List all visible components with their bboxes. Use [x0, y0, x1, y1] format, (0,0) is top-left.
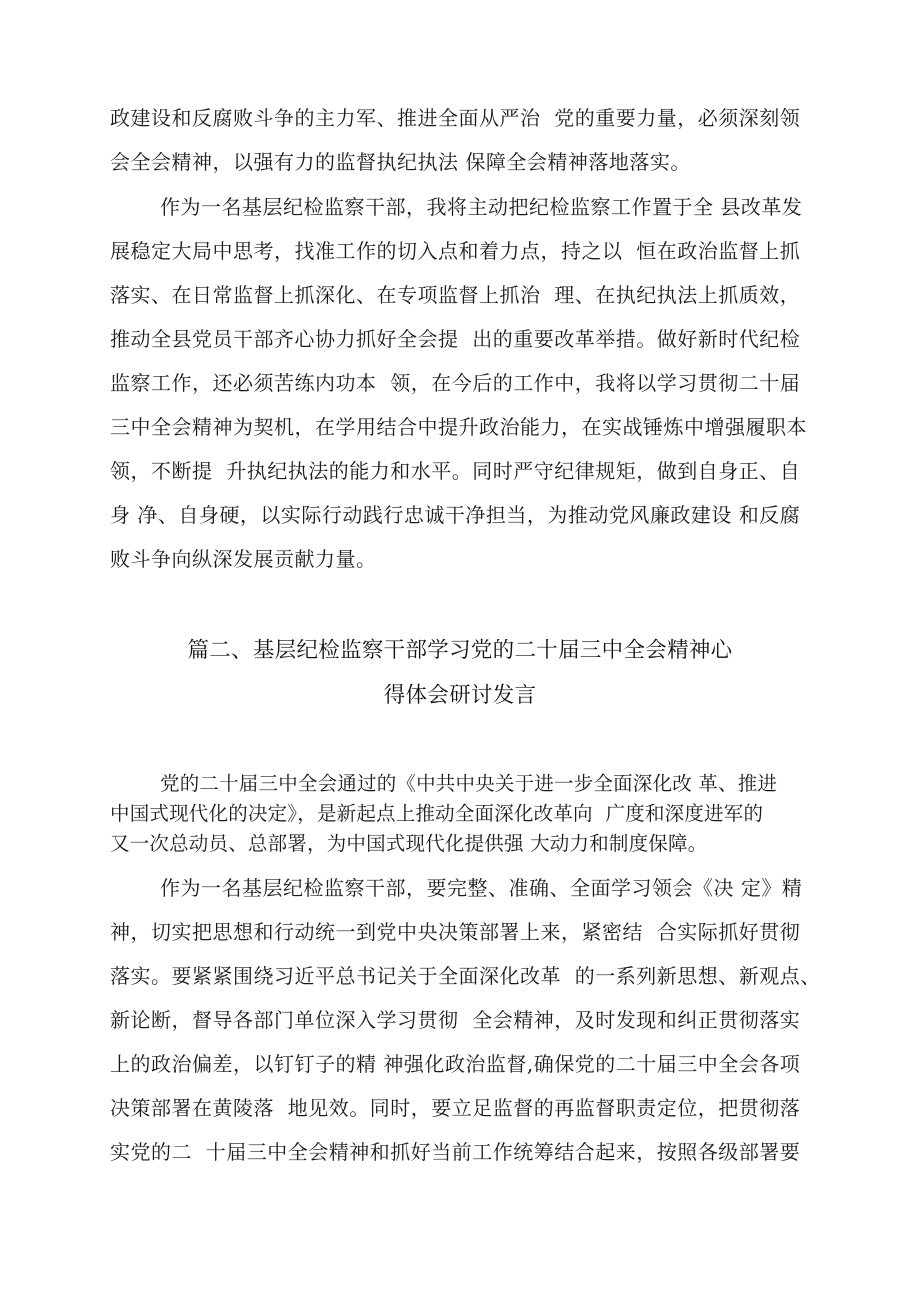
text-line: 三中全会精神为契机，在学用结合中提升政治能力，在实战锤炼中增强履职本 — [110, 415, 807, 439]
text-line: 党的二十届三中全会通过的《中共中央关于进一步全面深化改 革、推进 — [160, 772, 778, 795]
text-line: 作为一名基层纪检监察干部，要完整、准确、全面学习领会《决 定》精 — [160, 876, 803, 900]
text-line: 败斗争向纵深发展贡献力量。 — [110, 547, 377, 571]
text-line: 上的政治偏差，以钉钉子的精 神强化政治监督,确保党的二十届三中全会各项 — [110, 1052, 801, 1076]
text-line: 又一次总动员、总部署，为中国式现代化提供强 大动力和制度保障。 — [110, 832, 708, 855]
text-line: 展稳定大局中思考，找准工作的切入点和着力点，持之以 恒在政治监督上抓 — [110, 239, 801, 263]
text-line: 政建设和反腐败斗争的主力军、推进全面从严治 党的重要力量，必须深刻领 — [110, 106, 801, 130]
text-line: 新论断，督导各部门单位深入学习贯彻 全会精神，及时发现和纠正贯彻落实 — [110, 1008, 801, 1032]
text-line: 推动全县党员干部齐心协力抓好全会提 出的重要改革举措。做好新时代纪检 — [110, 327, 801, 351]
section-title-line-1: 篇二、基层纪检监察干部学习党的二十届三中全会精神心 — [187, 638, 733, 663]
text-line: 决策部署在黄陵落 地见效。同时，要立足监督的再监督职责定位，把贯彻落 — [110, 1096, 801, 1120]
text-line: 神，切实把思想和行动统一到党中央决策部署上来，紧密结 合实际抓好贯彻 — [110, 920, 801, 944]
text-line: 落实、在日常监督上抓深化、在专项监督上抓治 理、在执纪执法上抓质效， — [110, 283, 801, 307]
text-line: 监察工作，还必须苦练内功本 领，在今后的工作中，我将以学习贯彻二十届 — [110, 371, 801, 395]
text-line: 落实。要紧紧围绕习近平总书记关于全面深化改革 的一系列新思想、新观点、 — [110, 964, 821, 988]
text-line: 身 净、自身硬，以实际行动践行忠诚干净担当，为推动党风廉政建设 和反腐 — [110, 503, 801, 527]
text-line: 领，不断提 升执纪执法的能力和水平。同时严守纪律规矩，做到自身正、自 — [110, 459, 801, 483]
text-line: 实党的二 十届三中全会精神和抓好当前工作统筹结合起来，按照各级部署要 — [110, 1140, 801, 1164]
text-line: 作为一名基层纪检监察干部，我将主动把纪检监察工作置于全 县改革发 — [160, 195, 803, 219]
text-line: 会全会精神，以强有力的监督执纪执法 保障全会精神落地落实。 — [110, 150, 691, 174]
section-title-line-2: 得体会研讨发言 — [383, 683, 537, 708]
text-line: 中国式现代化的决定》，是新起点上推动全面深化改革向 广度和深度进军的 — [110, 802, 764, 825]
